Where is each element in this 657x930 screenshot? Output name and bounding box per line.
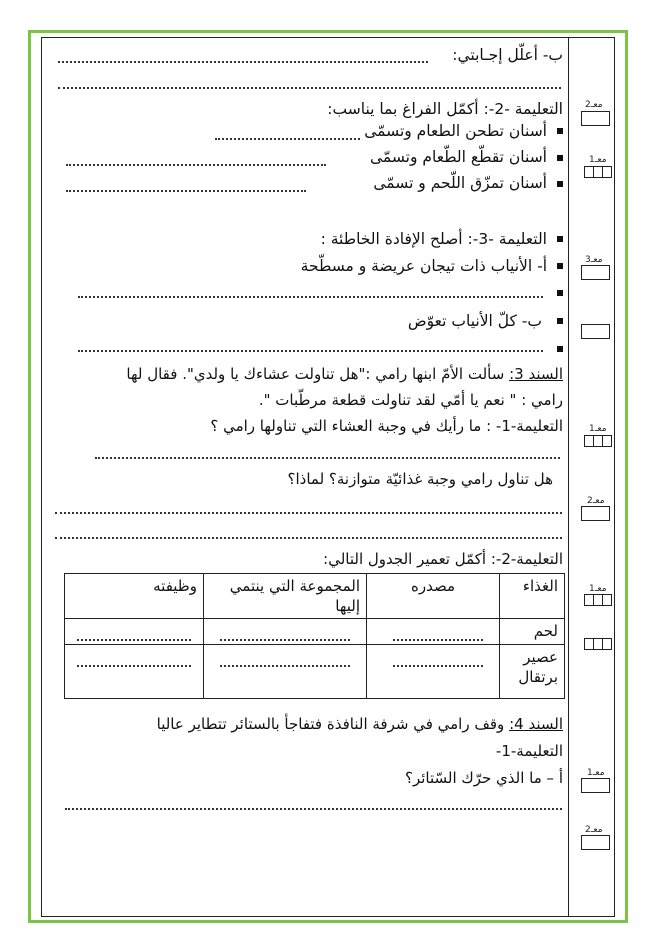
cell-function[interactable] [65, 645, 204, 699]
grade-mark: معـ1 [589, 584, 607, 594]
criteria-cells[interactable] [584, 594, 612, 606]
grade-mark: معـ2 [587, 496, 605, 506]
grade-mark: معـ1 [587, 768, 605, 778]
grade-box[interactable] [581, 265, 610, 280]
sanad-3-label: السند 3: [509, 365, 563, 383]
header-group: المجموعة التي ينتمي إليها [204, 574, 367, 619]
table-row [65, 645, 565, 699]
answer-line[interactable] [55, 537, 562, 539]
answer-line[interactable] [66, 190, 306, 192]
bullet [557, 346, 563, 352]
sanad-4-text: وقف رامي في شرفة النافذة فتفاجأ بالستائر تتطاير عاليا [156, 715, 505, 733]
grade-mark: معـ2 [585, 100, 603, 110]
sanad-4-question: أ – ما الذي حرّك السّتائر؟ [404, 769, 563, 787]
answer-line[interactable] [58, 87, 561, 89]
sanad-3-line-1 [126, 364, 563, 384]
sanad-4-instruction: التعليمة-1- [495, 742, 563, 760]
grade-box[interactable] [581, 506, 610, 521]
cell-group[interactable] [204, 619, 367, 645]
sanad-3-text: سألت الأمّ ابنها رامي :"هل تناولت عشاءك يا ولدي". فقال لها [126, 365, 505, 383]
criteria-cells[interactable] [584, 166, 612, 178]
answer-line[interactable] [58, 61, 428, 63]
grade-mark: معـ2 [585, 825, 603, 835]
sanad-3-instruction-1: التعليمة-1- : ما رأيك في وجبة العشاء التي تناولها رامي ؟ [210, 417, 563, 435]
bullet [557, 318, 563, 324]
answer-line[interactable] [95, 457, 560, 459]
grade-mark: معـ1 [589, 424, 607, 434]
grade-box[interactable] [581, 324, 610, 339]
bullet [557, 236, 563, 242]
cell-food-meat: لحم [500, 619, 565, 645]
bullet [557, 181, 563, 187]
answer-line[interactable] [65, 808, 562, 810]
grade-box[interactable] [581, 835, 610, 850]
grading-column-divider [568, 37, 569, 917]
cell-food-juice: عصير برتقال [500, 645, 565, 699]
cell-source[interactable] [367, 645, 500, 699]
exercise-b-prompt: ب- أعلّل إجـابتي: [452, 46, 563, 64]
table-instruction: التعليمة-2-: أكمّل تعمير الجدول التالي: [323, 550, 563, 568]
balanced-meal-question: هل تناول رامي وجبة غذائيّة متوازنة؟ لماذا؟ [287, 470, 553, 488]
bullet [557, 128, 563, 134]
cell-group[interactable] [204, 645, 367, 699]
answer-line[interactable] [215, 138, 360, 140]
bullet [557, 263, 563, 269]
cell-function[interactable] [65, 619, 204, 645]
cell-source[interactable] [367, 619, 500, 645]
sanad-4-label: السند 4: [509, 715, 563, 733]
instruction-2-item-1: أسنان تطحن الطعام وتسمّى [364, 122, 547, 140]
sanad-4-line [157, 714, 563, 734]
instruction-2-item-2: أسنان تقطّع الطّعام وتسمّى [369, 148, 547, 166]
bullet [557, 290, 563, 296]
answer-line[interactable] [66, 164, 326, 166]
table-row [65, 619, 565, 645]
header-function: وظيفته [65, 574, 204, 619]
instruction-3-b: ب- كلّ الأنياب تعوّض [407, 312, 542, 330]
instruction-3-title: التعليمة -3-: أصلح الإفادة الخاطئة : [320, 230, 547, 248]
sanad-3-line-2: رامي : " نعم يا أمّي لقد تناولت قطعة مرطّبات ". [258, 391, 563, 409]
answer-line[interactable] [78, 296, 543, 298]
grade-mark: معـ3 [585, 255, 603, 265]
answer-line[interactable] [55, 512, 562, 514]
criteria-cells[interactable] [584, 638, 612, 650]
header-source: مصدره [367, 574, 500, 619]
criteria-cells[interactable] [584, 435, 612, 447]
header-food: الغذاء [500, 574, 565, 619]
grade-mark: معـ1 [589, 155, 607, 165]
instruction-3-a: أ- الأنياب ذات تيجان عريضة و مسطّحة [300, 257, 547, 275]
grade-box[interactable] [581, 778, 610, 793]
instruction-2-item-3: أسنان تمزّق اللّحم و تسمّى [373, 174, 547, 192]
bullet [557, 155, 563, 161]
answer-line[interactable] [78, 350, 543, 352]
grade-box[interactable] [581, 111, 610, 126]
food-table [64, 573, 565, 699]
instruction-2-title: التعليمة -2-: أكمّل الفراغ بما يناسب: [327, 100, 563, 118]
table-header-row [65, 574, 565, 619]
